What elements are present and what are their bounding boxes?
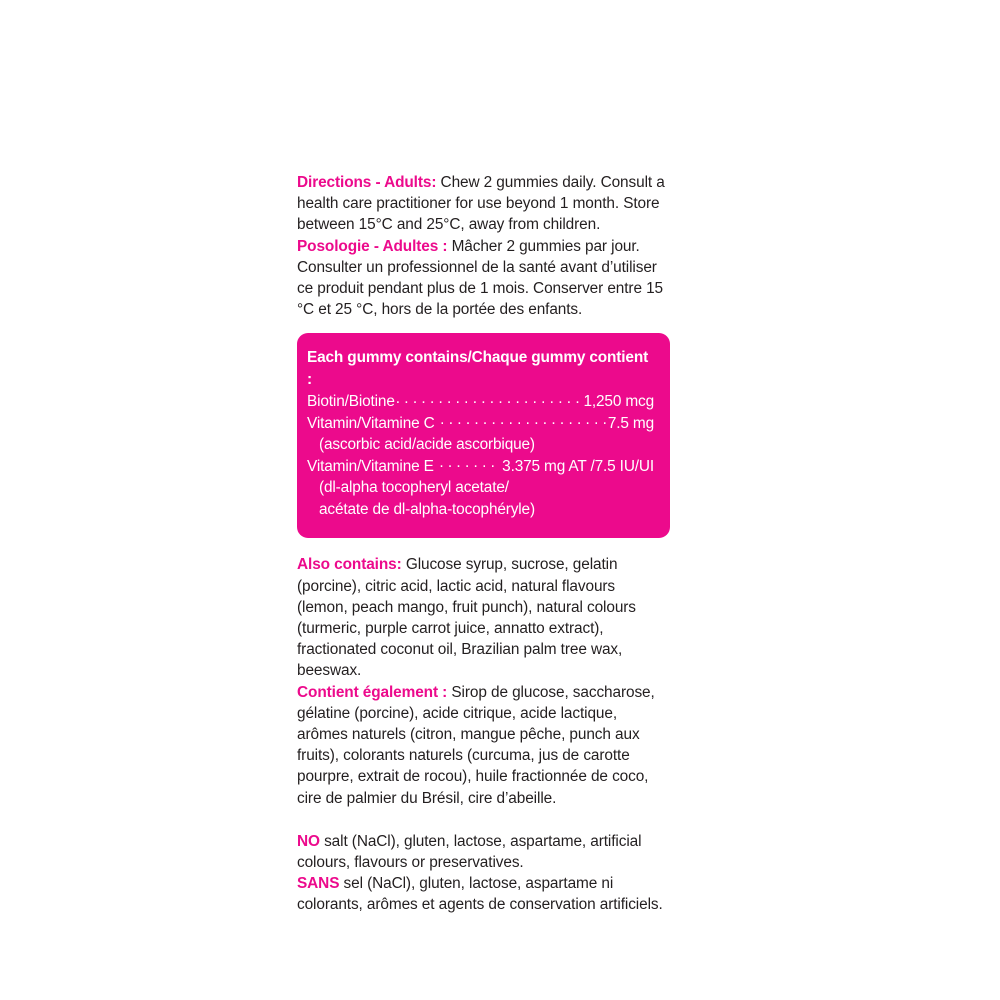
- nutrient-row: [307, 413, 654, 435]
- directions-section: [297, 172, 669, 320]
- free-from-fr-heading: SANS: [297, 875, 340, 893]
- free-from-section: [297, 831, 669, 916]
- free-from-en-body: salt (NaCl), gluten, lactose, aspartame, artificial colours, flavours or preservatives.: [297, 832, 642, 872]
- supplement-facts-panel: [297, 333, 670, 538]
- free-from-fr: [297, 873, 669, 915]
- free-from-en-heading: NO: [297, 832, 320, 850]
- leader-dots: [396, 392, 582, 406]
- nutrient-row: [307, 391, 654, 413]
- free-from-en: [297, 831, 669, 873]
- also-contains-section: [297, 554, 669, 808]
- nutrient-name: Vitamin/Vitamine E: [307, 457, 434, 475]
- nutrient-row: [307, 456, 654, 478]
- nutrient-name: Biotin/Biotine: [307, 393, 395, 411]
- also-contains-fr-heading: Contient également :: [297, 683, 448, 701]
- also-contains-en-heading: Also contains:: [297, 556, 402, 574]
- nutrient-subtext: (dl-alpha tocopheryl acetate/: [319, 479, 509, 497]
- also-contains-fr: [297, 682, 669, 809]
- directions-fr-body: Mâcher 2 gummies par jour. Consulter un professionnel de la santé avant d’utiliser ce produit pendant plus de 1 mois. Conserver entre 15 °C et 25 °C, hors de la portée des enfants.: [297, 237, 664, 319]
- directions-fr: [297, 236, 669, 321]
- nutrient-name: Vitamin/Vitamine C: [307, 414, 435, 432]
- leader-dots: [435, 457, 500, 471]
- directions-en-body: Chew 2 gummies daily. Consult a health care practitioner for use beyond 1 month. Store between 15°C and 25°C, away from children.: [297, 174, 665, 234]
- nutrient-value: 3.375 mg AT /7.5 IU/UI: [502, 457, 654, 475]
- leader-dots: [436, 414, 606, 428]
- nutrient-value: 7.5 mg: [607, 414, 654, 432]
- nutrient-subtext: acétate de dl-alpha-tocophéryle): [319, 500, 535, 518]
- nutrient-value: 1,250 mcg: [583, 393, 654, 411]
- supplement-label: [297, 172, 669, 916]
- free-from-fr-body: sel (NaCl), gluten, lactose, aspartame ni colorants, arômes et agents de conservation artificiels.: [297, 875, 663, 914]
- directions-en: [297, 172, 669, 236]
- also-contains-en: [297, 554, 669, 681]
- section-divider-space: [297, 809, 669, 831]
- panel-heading: Each gummy contains/Chaque gummy contient :: [307, 349, 649, 388]
- directions-en-heading: Directions - Adults:: [297, 174, 437, 191]
- directions-fr-heading: Posologie - Adultes :: [297, 237, 448, 255]
- also-contains-fr-body: Sirop de glucose, saccharose, gélatine (porcine), acide citrique, acide lactique, arômes naturels (citron, mangue pêche, punch aux fruits), colorants naturels (curcuma, jus de carotte pourpre, extrait de rocou), huile fractionnée de coco, cire de palmier du Brésil, cire d’abeille.: [297, 683, 655, 807]
- nutrient-subtext: (ascorbic acid/acide ascorbique): [319, 436, 535, 454]
- also-contains-en-body: Glucose syrup, sucrose, gelatin (porcine), citric acid, lactic acid, natural flavours (lemon, peach mango, fruit punch), natural colours (turmeric, purple carrot juice, annatto extract), fractionated coconut oil, Brazilian palm tree wax, beeswax.: [297, 556, 636, 680]
